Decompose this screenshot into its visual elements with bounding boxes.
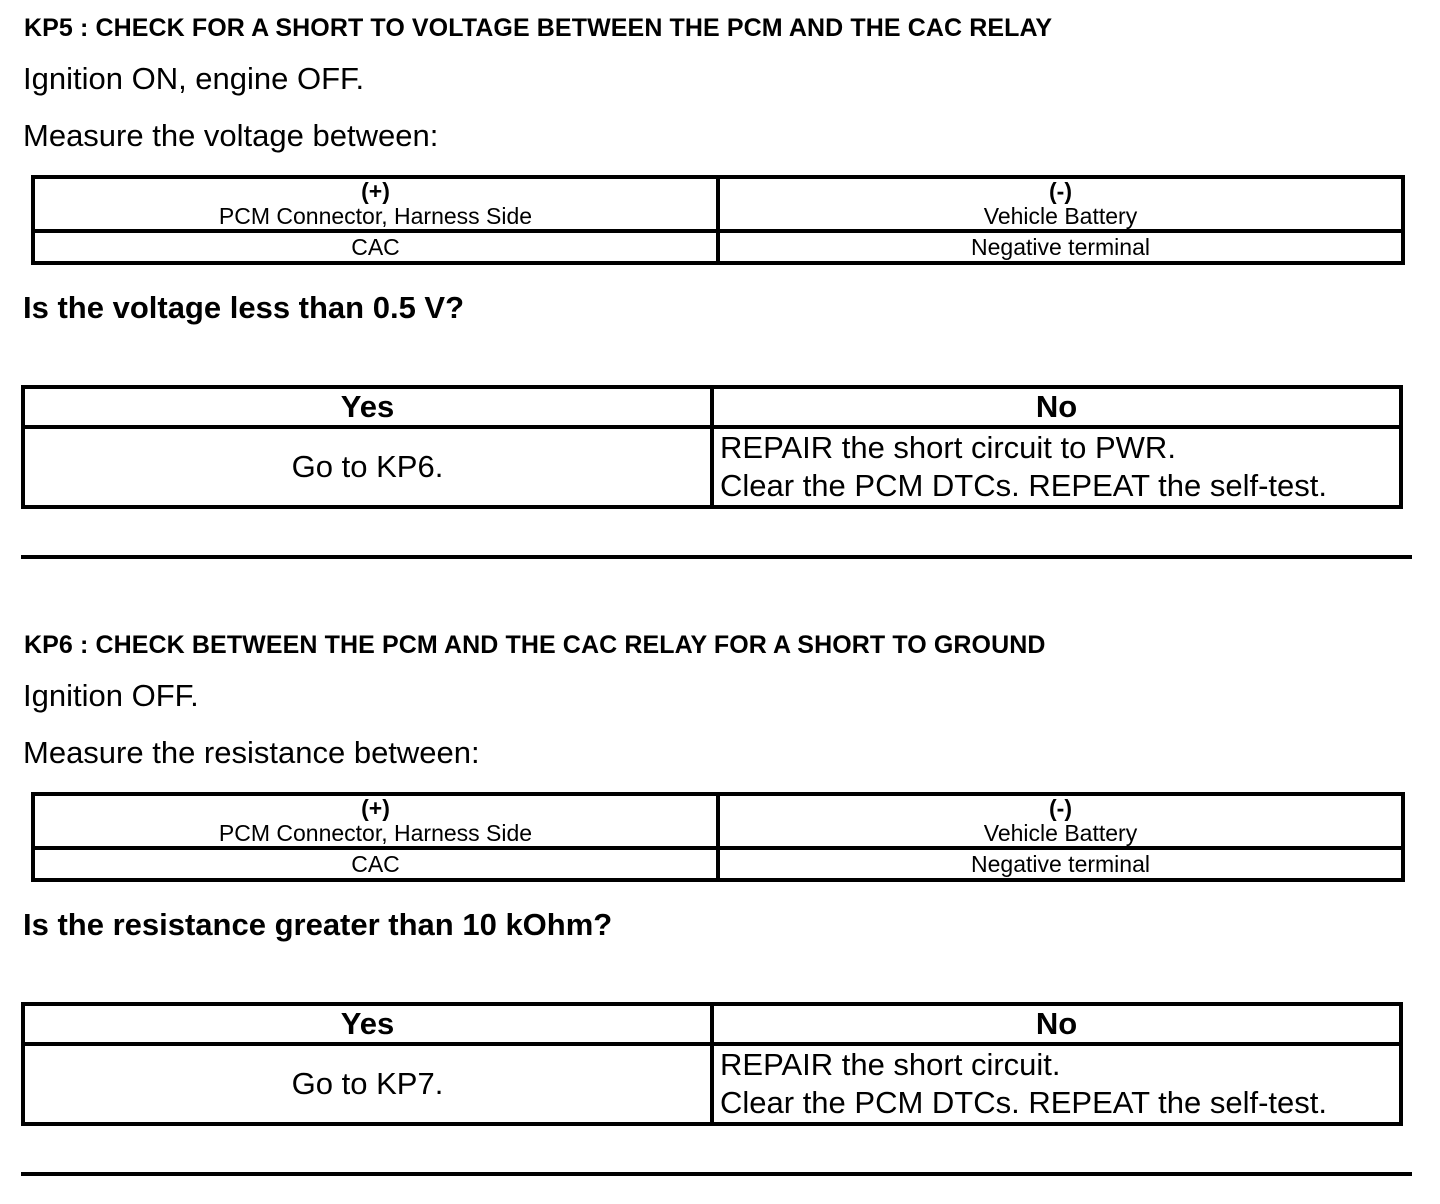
no-action-line: Clear the PCM DTCs. REPEAT the self-test. — [720, 468, 1327, 503]
no-action — [712, 1044, 1401, 1124]
no-action-line: Clear the PCM DTCs. REPEAT the self-test. — [720, 1085, 1327, 1120]
positive-sign: (+) — [361, 178, 390, 204]
negative-label: Vehicle Battery — [983, 820, 1138, 846]
negative-label: Vehicle Battery — [983, 203, 1138, 229]
step-condition: Ignition OFF. — [23, 678, 199, 713]
no-header: No — [712, 1004, 1401, 1044]
result-body-row — [23, 1044, 1401, 1124]
negative-sign: (-) — [1049, 795, 1072, 821]
measurement-value-row — [33, 231, 1403, 263]
positive-value: CAC — [33, 231, 718, 263]
no-action — [712, 427, 1401, 507]
step-question: Is the resistance greater than 10 kOhm? — [23, 907, 613, 942]
yes-header: Yes — [23, 1004, 712, 1044]
yes-header: Yes — [23, 387, 712, 427]
positive-label: PCM Connector, Harness Side — [218, 820, 533, 846]
yes-action: Go to KP7. — [23, 1044, 712, 1124]
measurement-value-row — [33, 848, 1403, 880]
step-title: KP6 : CHECK BETWEEN THE PCM AND THE CAC RELAY FOR A SHORT TO GROUND — [24, 631, 1046, 659]
positive-probe-header — [33, 794, 718, 848]
positive-value: CAC — [33, 848, 718, 880]
section-divider — [21, 555, 1412, 559]
step-question: Is the voltage less than 0.5 V? — [23, 290, 465, 325]
measurement-table — [31, 792, 1405, 882]
step-condition: Ignition ON, engine OFF. — [23, 61, 365, 96]
step-instruction: Measure the voltage between: — [23, 118, 439, 153]
positive-probe-header — [33, 177, 718, 231]
negative-value: Negative terminal — [718, 848, 1403, 880]
negative-value: Negative terminal — [718, 231, 1403, 263]
no-action-line: REPAIR the short circuit to PWR. — [720, 430, 1176, 465]
measurement-header-row — [33, 177, 1403, 231]
result-table — [21, 1002, 1403, 1126]
no-header: No — [712, 387, 1401, 427]
measurement-table — [31, 175, 1405, 265]
positive-label: PCM Connector, Harness Side — [218, 203, 533, 229]
measurement-header-row — [33, 794, 1403, 848]
yes-action: Go to KP6. — [23, 427, 712, 507]
result-table — [21, 385, 1403, 509]
negative-probe-header — [718, 794, 1403, 848]
result-body-row — [23, 427, 1401, 507]
negative-probe-header — [718, 177, 1403, 231]
no-action-line: REPAIR the short circuit. — [720, 1047, 1061, 1082]
section-divider — [21, 1172, 1412, 1176]
step-title: KP5 : CHECK FOR A SHORT TO VOLTAGE BETWEEN THE PCM AND THE CAC RELAY — [24, 14, 1053, 42]
step-instruction: Measure the resistance between: — [23, 735, 480, 770]
positive-sign: (+) — [361, 795, 390, 821]
negative-sign: (-) — [1049, 178, 1072, 204]
result-header-row — [23, 1004, 1401, 1044]
result-header-row — [23, 387, 1401, 427]
